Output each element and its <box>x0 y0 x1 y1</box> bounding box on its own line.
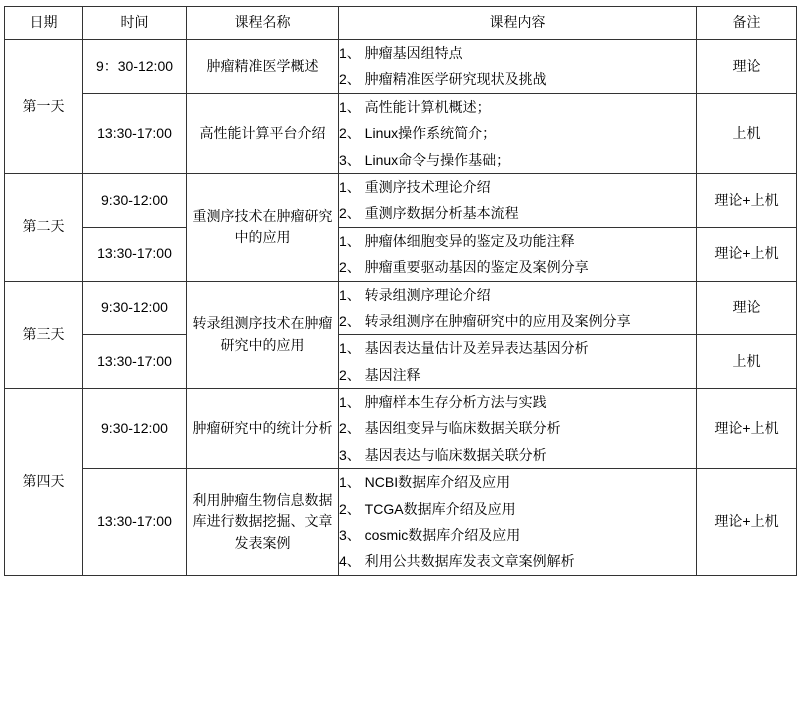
content-list <box>339 228 696 281</box>
table-row <box>5 173 797 227</box>
note-cell: 上机 <box>697 335 797 389</box>
course-name-cell: 肿瘤精准医学概述 <box>187 40 339 94</box>
time-cell: 13:30-17:00 <box>83 335 187 389</box>
content-line: 2、 转录组测序在肿瘤研究中的应用及案例分享 <box>339 312 631 329</box>
course-content-cell <box>339 469 697 576</box>
course-name-cell: 转录组测序技术在肿瘤研究中的应用 <box>187 281 339 389</box>
time-cell: 13:30-17:00 <box>83 469 187 576</box>
content-line: 3、 Linux命令与操作基础； <box>339 151 511 168</box>
table-row <box>5 40 797 94</box>
content-line: 2、 基因组变异与临床数据关联分析 <box>339 420 561 437</box>
content-line: 2、 重测序数据分析基本流程 <box>339 205 519 222</box>
content-line: 3、 cosmic数据库介绍及应用 <box>339 527 521 544</box>
course-content-cell <box>339 40 697 94</box>
content-line: 2、 肿瘤重要驱动基因的鉴定及案例分享 <box>339 259 589 276</box>
content-line: 2、 TCGA数据库介绍及应用 <box>339 500 516 517</box>
content-line: 1、 肿瘤样本生存分析方法与实践 <box>339 394 547 411</box>
content-line: 1、 高性能计算机概述； <box>339 98 491 115</box>
content-line: 1、 基因表达量估计及差异表达基因分析 <box>339 340 589 357</box>
table-row <box>5 335 797 389</box>
note-cell: 理论+上机 <box>697 227 797 281</box>
course-name-cell: 重测序技术在肿瘤研究中的应用 <box>187 173 339 281</box>
content-line: 1、 重测序技术理论介绍 <box>339 178 491 195</box>
time-cell: 9:30-12:00 <box>83 389 187 469</box>
note-cell: 理论+上机 <box>697 469 797 576</box>
time-cell: 9:30-12:00 <box>83 173 187 227</box>
content-line: 1、 转录组测序理论介绍 <box>339 286 491 303</box>
content-list <box>339 282 696 335</box>
content-line: 1、 肿瘤体细胞变异的鉴定及功能注释 <box>339 232 575 249</box>
course-schedule-table <box>4 6 797 576</box>
header-course-name: 课程名称 <box>187 7 339 40</box>
header-date: 日期 <box>5 7 83 40</box>
table-row <box>5 469 797 576</box>
course-content-cell <box>339 93 697 173</box>
day-cell-4: 第四天 <box>5 389 83 576</box>
note-cell: 理论 <box>697 40 797 94</box>
course-content-cell <box>339 335 697 389</box>
course-content-cell <box>339 227 697 281</box>
header-time: 时间 <box>83 7 187 40</box>
content-list <box>339 174 696 227</box>
time-cell: 13:30-17:00 <box>83 93 187 173</box>
content-line: 4、 利用公共数据库发表文章案例解析 <box>339 553 575 570</box>
time-cell: 9：30-12:00 <box>83 40 187 94</box>
table-header <box>5 7 797 40</box>
table-row <box>5 93 797 173</box>
content-list <box>339 94 696 173</box>
day-cell-2: 第二天 <box>5 173 83 281</box>
course-name-cell: 利用肿瘤生物信息数据库进行数据挖掘、文章发表案例 <box>187 469 339 576</box>
time-cell: 13:30-17:00 <box>83 227 187 281</box>
content-list <box>339 389 696 468</box>
day-cell-3: 第三天 <box>5 281 83 389</box>
content-list <box>339 335 696 388</box>
course-name-cell: 高性能计算平台介绍 <box>187 93 339 173</box>
content-line: 2、 Linux操作系统简介； <box>339 125 497 142</box>
table-body <box>5 40 797 576</box>
note-cell: 上机 <box>697 93 797 173</box>
note-cell: 理论+上机 <box>697 173 797 227</box>
content-list <box>339 469 696 575</box>
table-row <box>5 227 797 281</box>
content-line: 1、 NCBI数据库介绍及应用 <box>339 474 511 491</box>
day-cell-1: 第一天 <box>5 40 83 174</box>
header-note: 备注 <box>697 7 797 40</box>
course-content-cell <box>339 281 697 335</box>
time-cell: 9:30-12:00 <box>83 281 187 335</box>
table-header-row <box>5 7 797 40</box>
header-course-content: 课程内容 <box>339 7 697 40</box>
note-cell: 理论 <box>697 281 797 335</box>
table-row <box>5 281 797 335</box>
content-line: 1、 肿瘤基因组特点 <box>339 45 463 61</box>
course-content-cell <box>339 173 697 227</box>
content-line: 2、 肿瘤精准医学研究现状及挑战 <box>339 71 547 88</box>
content-line: 3、 基因表达与临床数据关联分析 <box>339 446 547 463</box>
table-row <box>5 389 797 469</box>
content-line: 2、 基因注释 <box>339 366 421 383</box>
note-cell: 理论+上机 <box>697 389 797 469</box>
course-content-cell <box>339 389 697 469</box>
content-list <box>339 40 696 93</box>
course-name-cell: 肿瘤研究中的统计分析 <box>187 389 339 469</box>
